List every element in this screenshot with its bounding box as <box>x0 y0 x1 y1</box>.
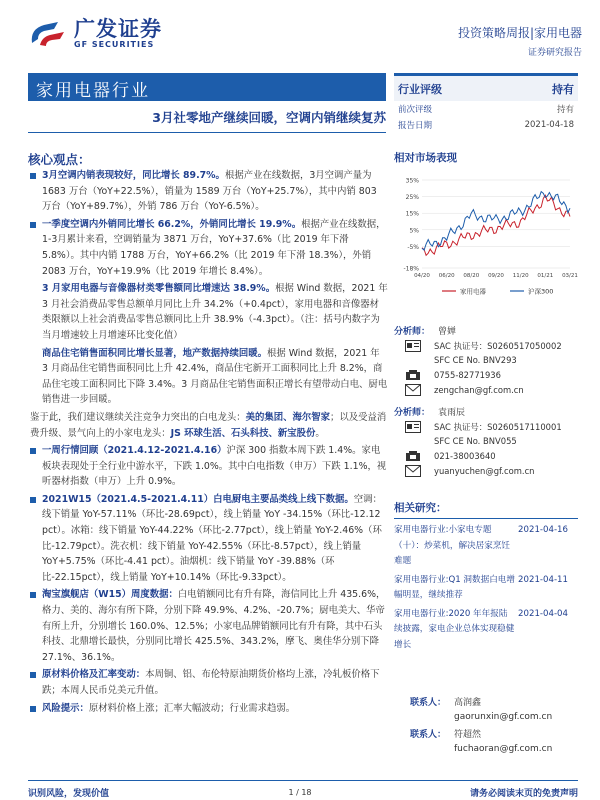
paragraph-highlight: 商品住宅销售面积同比增长显著，地产数据持续回暖。 <box>42 347 268 359</box>
paragraph-text: 根据产业在线数据，3月空调产量为 1683 万台（YoY+22.5%），销量为 1589 万台（YoY+25.7%），其中内销 803 万台（YoY+89.7%），外销 786 万台（YoY-6.5%）。 <box>42 170 377 213</box>
contact-1-email-row <box>394 709 578 725</box>
related-item[interactable] <box>394 573 578 604</box>
analyst-sac: SAC 执证号：S0260517110001 <box>434 421 562 432</box>
chart-grid <box>422 180 570 268</box>
chart-legend <box>442 287 553 296</box>
paragraph-highlight: 3月空调内销表现较好，同比增长 89.7%。 <box>42 170 225 181</box>
paragraph-3 <box>30 281 388 343</box>
y-tick-label: 15% <box>405 210 419 218</box>
y-tick-label: -18% <box>403 265 419 273</box>
prev-rating-row <box>394 101 578 117</box>
x-tick-label: 03/21 <box>562 273 578 279</box>
analyst-phone: 021-38003640 <box>434 450 496 461</box>
related-heading: 相关研究： <box>394 500 578 519</box>
analyst-sfc: SFC CE No. BNV055 <box>434 436 517 446</box>
related-date: 2021-04-16 <box>518 525 568 535</box>
related-item[interactable] <box>394 607 578 654</box>
analyst-sac: SAC 执证号：S0260517050002 <box>434 340 562 351</box>
contacts-section <box>394 693 578 757</box>
contact-role: 联系人： <box>409 697 446 708</box>
x-tick-label: 08/20 <box>463 273 480 279</box>
relative-performance-chart <box>394 168 578 318</box>
analyst-phone: 0755-82771936 <box>434 369 501 380</box>
x-tick-label: 06/20 <box>438 273 455 279</box>
chart-x-ticks <box>414 273 578 279</box>
x-tick-label: 11/20 <box>512 273 529 279</box>
paragraph-highlight: 淘宝旗舰店（W15）周度数据： <box>42 589 178 601</box>
paragraph-text: ；以及受益消费升级、景气向上的小家电龙头： <box>30 411 387 439</box>
id-card-icon <box>402 339 424 353</box>
paragraph-highlight: 风险提示： <box>42 702 89 714</box>
bullet-icon <box>30 222 36 228</box>
legend-label: 沪深300 <box>528 287 554 296</box>
report-title: 3月社零地产继续回暖，空调内销继续复苏 <box>152 110 386 125</box>
page-header <box>0 0 600 68</box>
paragraph-highlight: 原材料价格及汇率变动： <box>42 669 146 681</box>
analyst-sfc: SFC CE No. BNV293 <box>434 355 517 365</box>
company-logo <box>28 18 162 49</box>
paragraph-text: 根据 Wind 数据，2021 年 3 月商品住宅销售面积同比上升 42.4%，商品住宅新开工面积同比上升 8.2%，商品住宅竣工面积同比下降 3.4%。3 月商品住宅销售面积正增长有望带动白电、厨电销售进一步回暖。 <box>42 347 388 406</box>
report-date-row <box>394 117 578 133</box>
industry-name: 家用电器行业 <box>36 81 150 101</box>
bullet-icon <box>30 672 36 678</box>
y-tick-label: 35% <box>405 177 419 185</box>
related-title[interactable]: 家用电器行业:Q1 洞数据白电增幅明显，继续推荐 <box>394 574 515 600</box>
contact-email[interactable]: fuchaoran@gf.com.cn <box>454 744 553 754</box>
x-tick-label: 04/20 <box>414 273 430 279</box>
related-title[interactable]: 家用电器行业:2020 年年报陆续披露，家电企业总体实现稳健增长 <box>394 608 515 650</box>
analyst-email[interactable]: zengchan@gf.com.cn <box>434 384 524 395</box>
title-divider <box>28 132 386 133</box>
paragraph-text: 鉴于此，我们建议继续关注竞争力突出的白电龙头： <box>30 411 246 423</box>
paragraph-5 <box>30 410 388 441</box>
x-tick-label: 01/21 <box>537 273 554 279</box>
analyst-role: 分析师： <box>394 326 431 337</box>
chart-y-ticks <box>403 178 419 273</box>
paragraph-text: 本周铜、铝、布伦特原油期货价格均上涨，冷轧板价格下跌；本周人民币兑美元升值。 <box>42 669 380 696</box>
mail-icon <box>402 464 424 478</box>
related-date: 2021-04-11 <box>518 574 568 585</box>
gf-logo-icon <box>28 19 68 49</box>
paragraph-8 <box>30 587 388 665</box>
y-tick-label: -5% <box>407 243 419 251</box>
paragraph-7 <box>30 492 388 586</box>
paragraph-9 <box>30 667 388 698</box>
paragraph-4 <box>30 346 388 408</box>
related-date: 2021-04-04 <box>518 608 568 619</box>
core-view-heading: 核心观点： <box>28 152 91 167</box>
logo-en-text: GF SECURITIES <box>74 40 155 49</box>
analyst-name: 曾婵 <box>438 326 457 337</box>
x-tick-label: 09/20 <box>488 273 504 279</box>
report-category: 投资策略周报|家用电器 <box>457 26 582 40</box>
chart-svg <box>394 168 578 318</box>
paragraph-10 <box>30 701 388 717</box>
related-title[interactable]: 家用电器行业:小家电专题（十）：炒菜机，解决居家烹饪难题 <box>394 525 511 566</box>
contact-role: 联系人： <box>409 729 446 740</box>
analyst-1 <box>394 322 578 397</box>
paragraph-6 <box>30 443 388 490</box>
rating-box <box>394 73 578 133</box>
paragraph-highlight: 3 月家用电器与音像器材类零售额同比增速达 38.9%。 <box>42 283 276 295</box>
analyst-section <box>394 322 578 484</box>
bullet-icon <box>30 448 36 454</box>
contact-2 <box>394 725 578 741</box>
paragraph-highlight: 美的集团、海尔智家 <box>245 411 331 423</box>
contact-email[interactable]: gaorunxin@gf.com.cn <box>454 712 553 722</box>
bullet-icon <box>30 592 36 598</box>
contact-name: 符超然 <box>454 729 482 740</box>
bullet-icon <box>30 173 36 179</box>
paragraph-text: 原材料价格上涨；汇率大幅波动；行业需求趋弱。 <box>88 702 296 714</box>
rating-value: 持有 <box>552 82 574 96</box>
analyst-email[interactable]: yuanyuchen@gf.com.cn <box>434 465 535 476</box>
rating-row <box>394 73 578 101</box>
analyst-role: 分析师： <box>394 407 431 418</box>
mail-icon <box>402 383 424 397</box>
legend-label: 家用电器 <box>460 287 486 296</box>
paragraph-text: 。 <box>315 427 325 439</box>
core-view-body <box>30 168 388 718</box>
prev-rating-label: 前次评级 <box>398 105 433 115</box>
paragraph-1 <box>30 168 388 215</box>
report-type: 证券研究报告 <box>527 48 582 58</box>
rating-label: 行业评级 <box>398 82 442 96</box>
paragraph-text: 空调：线下销量 YoY-57.11%（环比-28.69pct），线上销量 YoY -34.15%（环比-12.12 pct）。冰箱：线下销量 YoY-44.22%（环比-2.77pct），线上销量 YoY-2.46%（环比-12.79pct）。洗衣机：线下销量 YoY-42.55%（环比-8.57pct），线上销量 YoY+5.75%（环比-4.41 pct）。油烟机：线下销量 YoY -39.88%（环比-22.15pct），线上销量 YoY+10.14%（环比-9.33pct）。 <box>42 493 382 583</box>
industry-banner <box>28 73 386 101</box>
related-item[interactable] <box>394 523 578 570</box>
bullet-icon <box>30 497 36 503</box>
footer-disclaimer: 请务必阅读末页的免责声明 <box>469 789 578 799</box>
phone-icon <box>402 368 424 382</box>
contact-1 <box>394 693 578 709</box>
paragraph-highlight: 一季度空调内外销同比增长 66.2%，外销同比增长 19.9%。 <box>42 218 302 230</box>
chart-title: 相对市场表现 <box>394 152 457 164</box>
paragraph-text: 根据产业在线数据，1-3月累计来看，空调销量为 3871 万台，YoY+37.6%（比 2019 年下滑 5.8%）。其中内销 1788 万台，YoY+66.2%（比 2019 年下滑 18.3%），外销 2083 万台，YoY+19.9%（比 2019 年增长 8.4%）。 <box>42 218 386 277</box>
paragraph-text: 沪深 300 指数本周下跌 1.4%。家电板块表现处于全行业中游水平，下跌 1.0%。其中白电指数（申万）下跌 1.1%，视听器材指数（申万）上升 0.9%。 <box>42 445 387 488</box>
prev-rating-value: 持有 <box>556 105 574 115</box>
paragraph-text: 根据 Wind 数据，2021 年 3 月社会消费品零售总额单月同比上升 34.2%（+0.4pct），家用电器和音像器材类限额以上社会消费品零售总额同比上升 38.9%（-4.3pct）。（注：括号内数字为当月增速较上月增速环比变化值） <box>42 283 388 341</box>
analyst-2 <box>394 403 578 478</box>
paragraph-highlight: JS 环球生活、石头科技、新宝股份 <box>170 427 316 439</box>
paragraph-highlight: 2021W15（2021.4.5-2021.4.11）白电厨电主要品类线上线下数据。 <box>42 493 354 505</box>
paragraph-text: 白电销额同比有升有降，海信同比上升 435.6%，格力、美的、海尔有所下降，分别下降 49.9%、4.2%、-20.7%；厨电美大、华帝有所上升，分别增长 160.0%、12.5%；小家电品牌销额同比有升有降，其中石头科技、北鼎增长最快，分别同比增长 425.5%、343.2%，摩飞、奥佳华分别下降 27.1%、36.1%。 <box>42 589 386 663</box>
bullet-icon <box>30 706 36 712</box>
y-tick-label: 25% <box>405 194 419 202</box>
paragraph-highlight: 一周行情回顾（2021.4.12-2021.4.16） <box>42 445 227 457</box>
y-tick-label: 5% <box>409 227 419 235</box>
logo-cn-text: 广发证券 <box>74 17 162 41</box>
id-card-icon <box>402 420 424 434</box>
paragraph-2 <box>30 217 388 279</box>
report-date-label: 报告日期 <box>398 121 433 131</box>
analyst-name: 袁雨辰 <box>438 407 466 418</box>
contact-name: 高润鑫 <box>454 697 482 708</box>
related-research <box>394 500 578 656</box>
footer-divider <box>28 780 578 781</box>
page-number: 1 / 18 <box>288 788 312 797</box>
contact-2-email-row <box>394 741 578 757</box>
phone-icon <box>402 449 424 463</box>
report-date-value: 2021-04-18 <box>524 120 574 130</box>
footer-slogan: 识别风险，发现价值 <box>28 789 110 799</box>
